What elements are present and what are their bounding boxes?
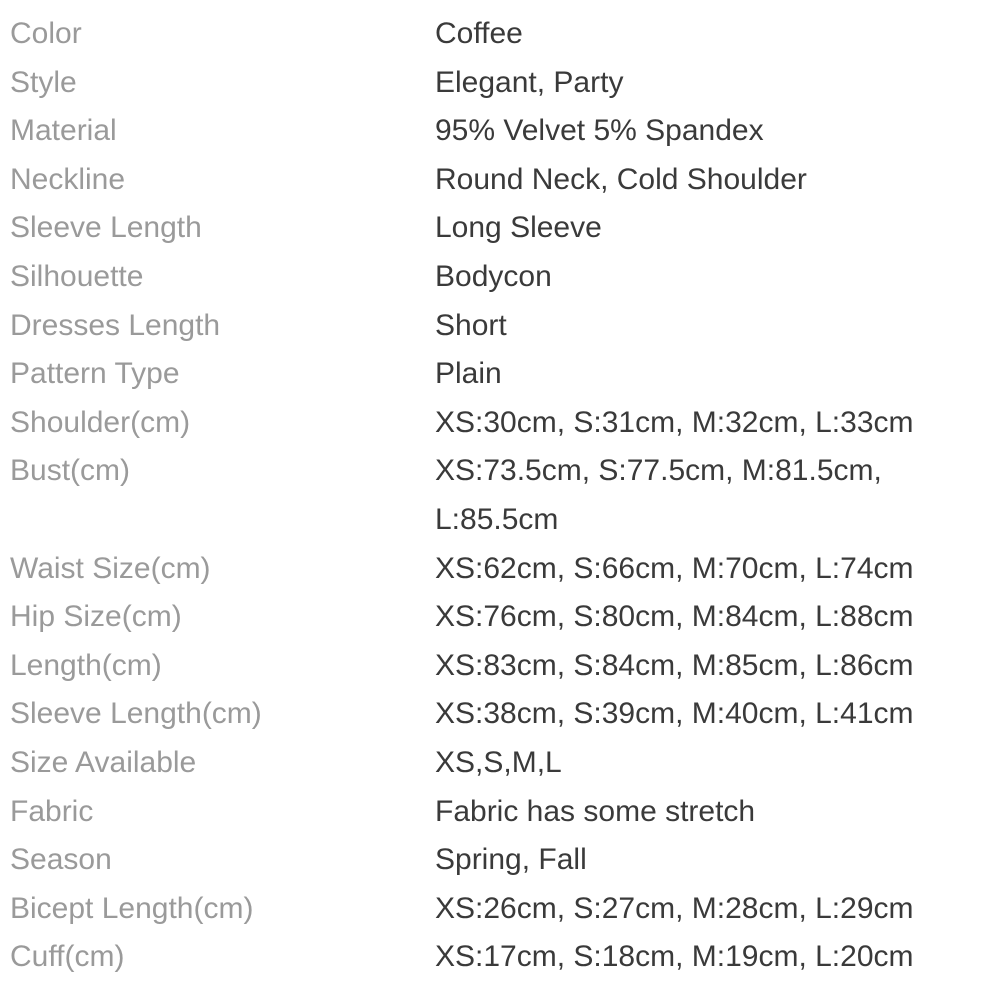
spec-row-hip-size [10, 593, 995, 642]
spec-value: XS:62cm, S:66cm, M:70cm, L:74cm [435, 551, 914, 585]
spec-label: Pattern Type [10, 357, 180, 391]
spec-value: Short [435, 308, 507, 342]
spec-row-sleeve-length [10, 204, 995, 253]
spec-label: Bust(cm) [10, 454, 130, 488]
spec-label: Silhouette [10, 259, 144, 293]
spec-value: XS:73.5cm, S:77.5cm, M:81.5cm, L:85.5cm [435, 454, 882, 536]
spec-row-fabric [10, 788, 995, 837]
spec-value: Coffee [435, 17, 523, 50]
spec-value: Round Neck, Cold Shoulder [435, 162, 807, 196]
spec-value: XS:30cm, S:31cm, M:32cm, L:33cm [435, 405, 914, 439]
spec-label: Fabric [10, 794, 94, 828]
spec-row-waist-size [10, 545, 995, 594]
spec-row-material [10, 107, 995, 156]
spec-label: Season [10, 843, 112, 877]
spec-label: Hip Size(cm) [10, 600, 182, 634]
spec-value: XS,S,M,L [435, 745, 562, 779]
spec-value: Bodycon [435, 259, 552, 293]
spec-label: Size Available [10, 745, 197, 779]
spec-row-size-available [10, 739, 995, 788]
spec-row-bicept-length [10, 885, 995, 934]
spec-label: Waist Size(cm) [10, 551, 211, 585]
spec-row-style [10, 59, 995, 108]
spec-value: XS:17cm, S:18cm, M:19cm, L:20cm [435, 940, 914, 974]
spec-row-neckline [10, 156, 995, 205]
spec-row-cuff [10, 933, 995, 982]
spec-row-length [10, 642, 995, 691]
spec-value: XS:76cm, S:80cm, M:84cm, L:88cm [435, 600, 914, 634]
spec-row-color [10, 10, 995, 59]
spec-label: Neckline [10, 162, 126, 196]
spec-value: XS:38cm, S:39cm, M:40cm, L:41cm [435, 697, 914, 731]
spec-value: Long Sleeve [435, 211, 602, 245]
spec-row-season [10, 836, 995, 885]
spec-row-pattern-type [10, 350, 995, 399]
spec-label: Dresses Length [10, 308, 221, 342]
spec-label: Length(cm) [10, 648, 162, 682]
spec-row-silhouette [10, 253, 995, 302]
spec-label: Sleeve Length [10, 211, 202, 245]
spec-value: XS:83cm, S:84cm, M:85cm, L:86cm [435, 648, 914, 682]
spec-value: 95% Velvet 5% Spandex [435, 114, 764, 148]
spec-row-dresses-length [10, 302, 995, 351]
spec-value: Fabric has some stretch [435, 794, 756, 828]
spec-value: XS:26cm, S:27cm, M:28cm, L:29cm [435, 891, 914, 925]
spec-value: Spring, Fall [435, 843, 587, 877]
spec-row-sleeve-length-cm [10, 690, 995, 739]
spec-label: Color [10, 17, 82, 50]
spec-value: Elegant, Party [435, 65, 624, 99]
spec-label: Style [10, 65, 77, 99]
product-spec-table [10, 10, 995, 982]
spec-label: Material [10, 114, 117, 148]
spec-label: Bicept Length(cm) [10, 891, 254, 925]
spec-row-shoulder [10, 399, 995, 448]
spec-label: Cuff(cm) [10, 940, 125, 974]
spec-label: Shoulder(cm) [10, 405, 191, 439]
spec-row-bust [10, 447, 995, 544]
spec-value: Plain [435, 357, 502, 391]
spec-label: Sleeve Length(cm) [10, 697, 262, 731]
